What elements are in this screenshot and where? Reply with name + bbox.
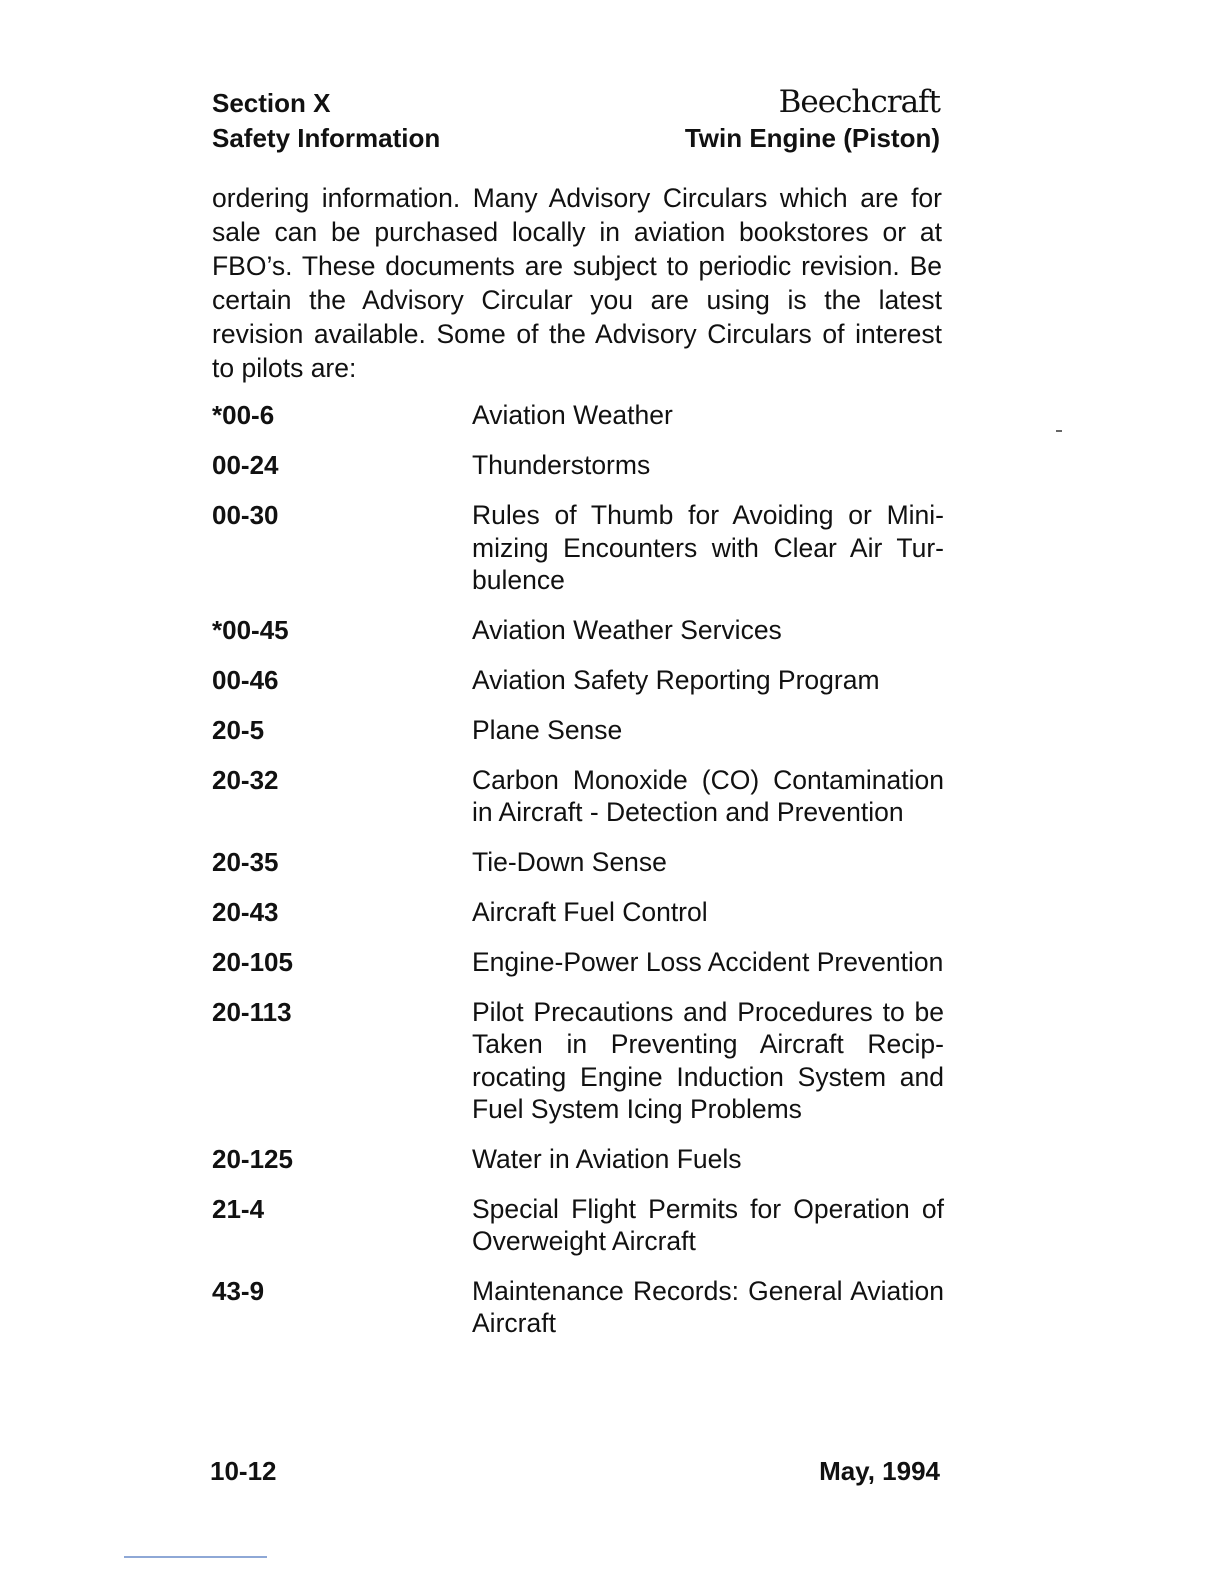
list-item [212, 1193, 944, 1258]
ac-number: 20-5 [212, 714, 265, 745]
ac-number: 00-30 [212, 500, 279, 530]
advisory-circular-list [212, 399, 944, 1357]
ac-title: Rules of Thumb for Avoiding or Minimizing Encounters with Clear Air Turbulence [472, 500, 944, 595]
revision-date: May, 1994 [819, 1456, 940, 1486]
list-item [212, 1143, 944, 1176]
page-header-left [212, 86, 440, 156]
list-item [212, 664, 944, 697]
ac-number: 00-24 [212, 450, 279, 480]
ac-title: Special Flight Permits for Operation of Overweight Aircraft [472, 1193, 944, 1256]
brand-logo: Beechcraft [778, 84, 940, 120]
ac-title: Thunderstorms [472, 450, 651, 480]
ac-number: 20-113 [212, 996, 292, 1027]
ac-number: 20-35 [212, 846, 279, 877]
list-item [212, 1275, 944, 1340]
page-header-right [685, 84, 940, 156]
model-title: Twin Engine (Piston) [684, 123, 940, 153]
list-item [212, 449, 944, 482]
list-item [212, 499, 944, 597]
ac-title: Pilot Precautions and Procedures to be Taken in Preventing Aircraft Reciprocating Engine Induction System and Fuel System Icing Problems [472, 996, 944, 1124]
list-item [212, 399, 944, 432]
ac-number: 21-4 [212, 1193, 265, 1224]
ac-title: Tie-Down Sense [472, 846, 667, 877]
ac-title: Maintenance Records: General Aviation Aircraft [472, 1275, 944, 1338]
ac-number: *00-45 [212, 614, 289, 645]
list-item [212, 764, 944, 829]
intro-paragraph: ordering information. Many Advisory Circulars which are for sale can be purchased locally in aviation bookstores or at FBO’s. These documents are subject to periodic revision. Be certain the Advisory Circular you are using is the latest revision available. Some of the Advisory Circulars of interest to pilots are: [212, 183, 942, 383]
scan-artifact-line [124, 1556, 267, 1558]
section-label: Section X [212, 88, 331, 118]
ac-title: Carbon Monoxide (CO) Contamination in Aircraft - Detection and Prevention [472, 764, 944, 827]
ac-number: *00-6 [212, 400, 275, 430]
ac-number: 20-105 [212, 946, 293, 977]
list-item [212, 714, 944, 747]
ac-title: Aviation Safety Reporting Program [472, 664, 880, 695]
list-item [212, 614, 944, 647]
ac-title: Aircraft Fuel Control [472, 896, 708, 927]
list-item [212, 946, 944, 979]
ac-number: 00-46 [212, 664, 279, 695]
scan-artifact-mark [1056, 430, 1062, 432]
list-item [212, 996, 944, 1126]
ac-number: 20-32 [212, 764, 279, 795]
ac-number: 20-43 [212, 896, 279, 927]
ac-number: 43-9 [212, 1275, 265, 1306]
ac-title: Aviation Weather Services [472, 614, 782, 645]
page-number: 10-12 [210, 1456, 277, 1486]
ac-title: Aviation Weather [472, 400, 673, 430]
ac-title: Plane Sense [472, 714, 623, 745]
ac-title: Engine-Power Loss Accident Prevention [472, 946, 944, 977]
section-title: Safety Information [212, 123, 441, 153]
ac-number: 20-125 [212, 1143, 293, 1174]
list-item [212, 896, 944, 929]
ac-title: Water in Aviation Fuels [472, 1143, 742, 1174]
list-item [212, 846, 944, 879]
